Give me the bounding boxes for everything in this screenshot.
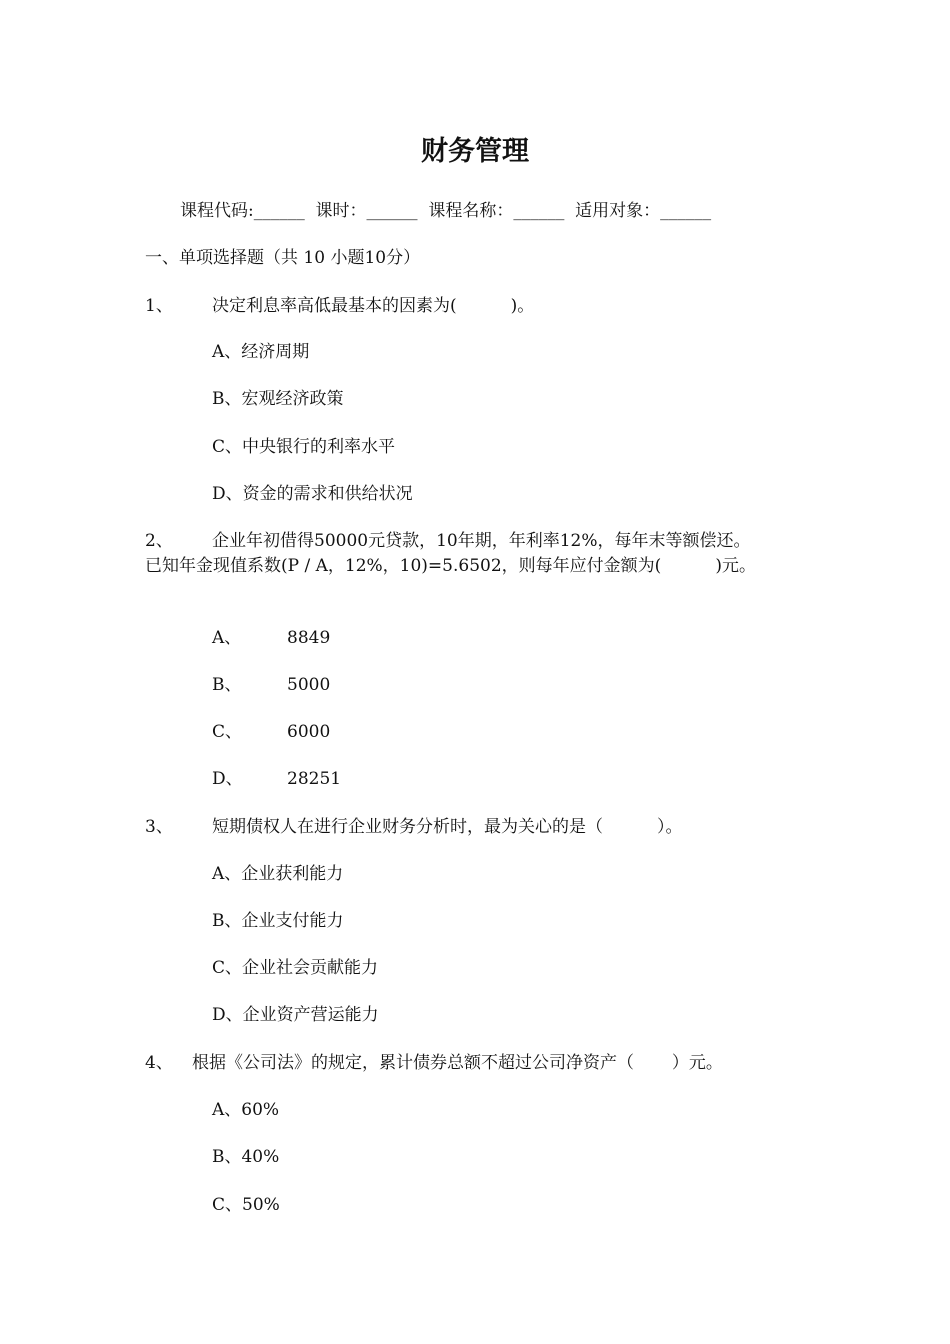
option-c-value: 6000 [287,722,331,742]
option-b: B、企业支付能力 [212,911,344,931]
option-a: A、60% [212,1100,280,1120]
option-b-value: 5000 [287,675,331,695]
option-a: A、企业获利能力 [212,864,344,884]
option-b: B、宏观经济政策 [212,389,344,409]
question-text: 企业年初借得50000元贷款，10年期，年利率12%，每年末等额偿还。 [212,531,751,551]
option-d: D、资金的需求和供给状况 [212,484,413,504]
option-a: A、经济周期 [212,342,310,362]
option-d-letter: D、 [212,769,243,789]
question-number: 2、 [145,531,173,551]
question-text: 短期债权人在进行企业财务分析时，最为关心的是（ ）。 [212,817,683,837]
page-title: 财务管理 [421,136,529,167]
question-text-line2: 已知年金现值系数(P / A，12%，10)=5.6502，则每年应付金额为( )元。 [145,556,756,576]
question-text: 决定利息率高低最基本的因素为( )。 [212,296,535,316]
option-d: D、企业资产营运能力 [212,1005,379,1025]
option-a-value: 8849 [287,628,331,648]
option-c: C、企业社会贡献能力 [212,958,379,978]
question-number: 1、 [145,296,173,316]
course-info-line: 课程代码:______ 课时：______ 课程名称：______ 适用对象：______ [180,201,712,221]
option-a-letter: A、 [212,628,242,648]
question-number: 3、 [145,817,173,837]
question-number: 4、 [145,1053,173,1073]
option-b-letter: B、 [212,675,242,695]
question-text: 根据《公司法》的规定，累计债券总额不超过公司净资产（ ）元。 [192,1053,723,1073]
option-c: C、50% [212,1195,280,1215]
section-heading: 一、单项选择题（共 10 小题10分） [145,248,421,268]
option-c: C、中央银行的利率水平 [212,437,396,457]
option-c-letter: C、 [212,722,243,742]
option-d-value: 28251 [287,769,342,789]
option-b: B、40% [212,1147,280,1167]
